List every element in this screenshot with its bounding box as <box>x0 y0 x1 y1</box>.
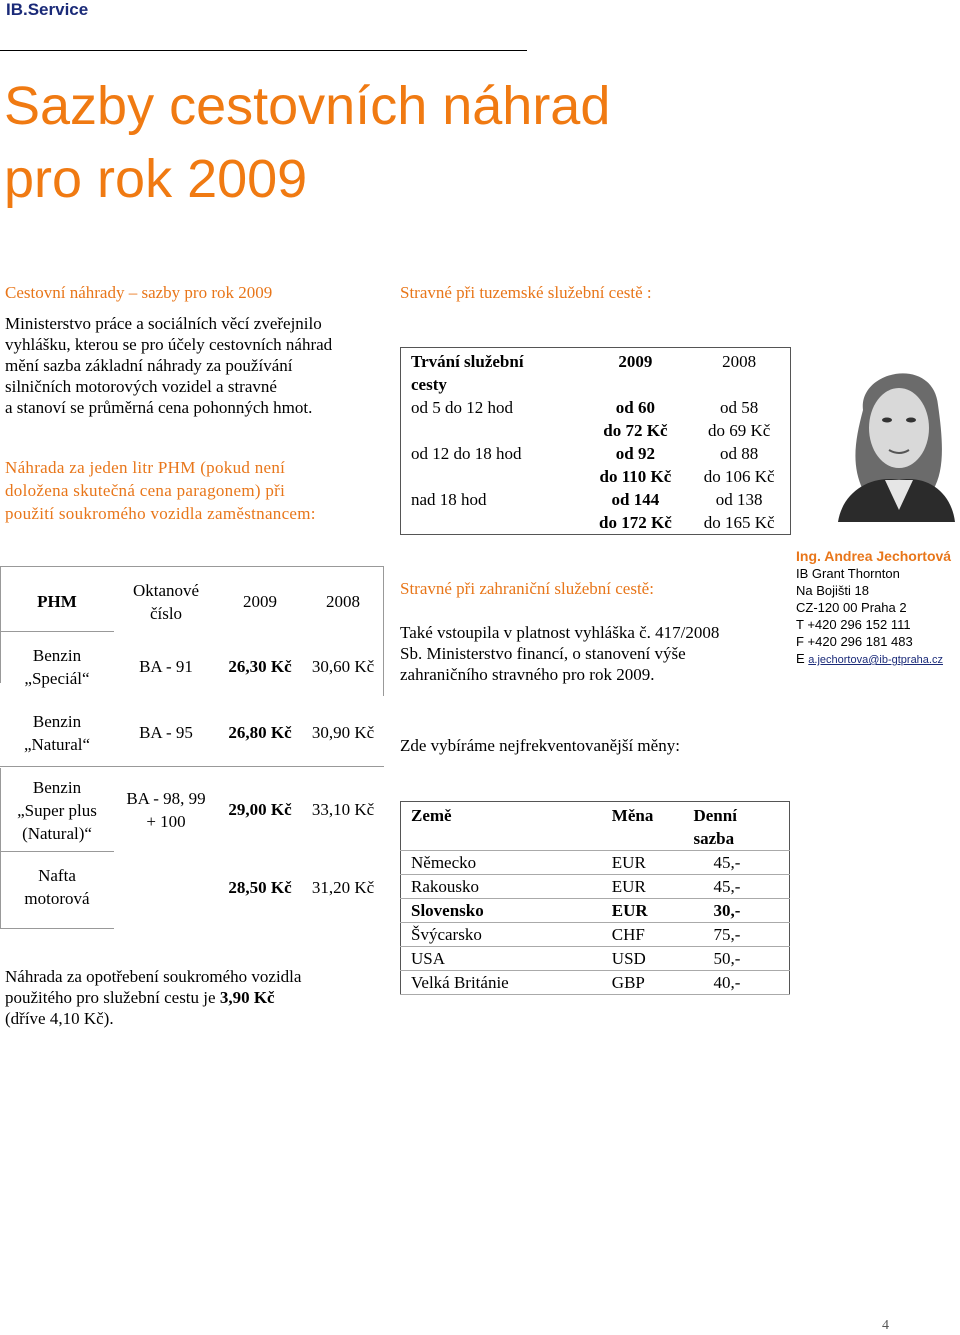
domestic-header-duration <box>401 348 583 397</box>
foreign-rate: 75,- <box>713 925 741 944</box>
intro-line: silničních motorových vozidel a stravné <box>5 377 277 396</box>
fuel-row-2009: 29,00 Kč <box>228 800 292 819</box>
foreign-currency: USD <box>611 949 646 968</box>
domestic-2008 <box>688 442 790 488</box>
domestic-heading: Stravné při tuzemské služební cestě : <box>400 283 652 302</box>
foreign-line: zahraničního stravného pro rok 2009. <box>400 665 655 684</box>
fuel-row-name-line: (Natural)“ <box>22 824 92 843</box>
fuel-row-name-line: Nafta <box>38 866 76 885</box>
fuel-row-name <box>0 710 114 756</box>
foreign-rate: 50,- <box>713 949 741 968</box>
fuel-row-2008: 30,60 Kč <box>311 657 375 676</box>
contact-email-prefix: E <box>796 651 809 666</box>
domestic-duration: nad 18 hod <box>411 490 487 509</box>
foreign-paragraph <box>400 622 719 685</box>
contact-phone: T +420 296 152 111 <box>796 617 911 632</box>
domestic-2008-line: od 138 <box>715 490 763 509</box>
domestic-2009 <box>583 396 689 442</box>
foreign-currency: CHF <box>611 925 645 944</box>
foreign-table <box>400 801 790 995</box>
fuel-row-name-line: „Natural“ <box>23 735 91 754</box>
domestic-header-2008: 2008 <box>722 352 757 371</box>
fuel-row-octane: BA - 91 <box>139 657 193 676</box>
fuel-row-2008: 30,90 Kč <box>311 723 375 742</box>
page-title <box>4 70 610 216</box>
contact-photo <box>833 350 958 522</box>
fuel-row-name-line: Benzin <box>32 646 82 665</box>
table-row <box>401 488 791 535</box>
wear-paragraph <box>5 966 301 1029</box>
wear-line <box>5 987 301 1008</box>
fuel-row-octane-line: + 100 <box>146 812 186 831</box>
fuel-table-border <box>0 631 114 632</box>
fuel-row-name <box>0 864 114 910</box>
contact-email-line <box>796 650 951 669</box>
domestic-2008-line: od 88 <box>720 444 759 463</box>
intro-line: mění sazba základní náhrady za používání <box>5 356 293 375</box>
fuel-heading-line: doložena skutečná cena paragonem) při <box>5 481 286 500</box>
wear-line: Náhrada za opotřebení soukromého vozidla <box>5 967 302 986</box>
fuel-table-border <box>0 928 114 929</box>
intro-line: a stanoví se průměrná cena pohonných hmot. <box>5 398 313 417</box>
intro-paragraph <box>5 313 385 418</box>
domestic-2008-line: do 165 Kč <box>703 513 775 532</box>
foreign-currency: GBP <box>611 973 645 992</box>
contact-block <box>796 548 951 669</box>
domestic-duration: od 5 do 12 hod <box>411 398 513 417</box>
fuel-row-2009: 28,50 Kč <box>228 878 292 897</box>
domestic-table <box>400 347 791 535</box>
foreign-heading: Stravné při zahraniční služební cestě: <box>400 579 654 598</box>
wear-line-text: použitého pro služební cestu je <box>5 988 220 1007</box>
domestic-2008-line: od 58 <box>720 398 759 417</box>
foreign-line: Sb. Ministerstvo financí, o stanovení výše <box>400 644 686 663</box>
domestic-2008-line: do 69 Kč <box>707 421 771 440</box>
contact-fax: F +420 296 181 483 <box>796 634 913 649</box>
fuel-table <box>0 548 384 948</box>
page-title-line1: Sazby cestovních náhrad <box>4 76 611 136</box>
section-heading-travel: Cestovní náhrady – sazby pro rok 2009 <box>5 283 273 302</box>
table-row <box>401 971 790 995</box>
contact-city: CZ-120 00 Praha 2 <box>796 600 907 615</box>
wear-line: (dříve 4,10 Kč). <box>5 1009 114 1028</box>
fuel-header-octane-line: číslo <box>149 604 183 623</box>
domestic-header-duration-line: Trvání služební <box>411 352 524 371</box>
contact-street: Na Bojišti 18 <box>796 583 869 598</box>
domestic-2008-line: do 106 Kč <box>703 467 775 486</box>
foreign-line: Také vstoupila v platnost vyhláška č. 417/2008 <box>400 623 720 642</box>
contact-name: Ing. Andrea Jechortová <box>796 548 952 564</box>
foreign-country: Velká Británie <box>411 973 509 992</box>
domestic-2009 <box>583 488 689 535</box>
fuel-row-2009: 26,80 Kč <box>228 723 292 742</box>
fuel-row-name-line: motorová <box>24 889 90 908</box>
fuel-row-octane <box>114 787 218 833</box>
table-row <box>401 851 790 875</box>
table-row <box>401 396 791 442</box>
domestic-2009-line: do 72 Kč <box>603 421 668 440</box>
domestic-header-duration-line: cesty <box>411 375 447 394</box>
domestic-2008 <box>688 396 790 442</box>
fuel-row-name-line: Benzin <box>32 712 82 731</box>
table-row <box>401 875 790 899</box>
foreign-country: Rakousko <box>411 877 479 896</box>
fuel-heading <box>5 456 316 525</box>
brand-name: IB.Service <box>6 0 89 19</box>
fuel-header-phm: PHM <box>37 592 77 611</box>
foreign-currency: EUR <box>611 877 646 896</box>
table-row <box>401 923 790 947</box>
domestic-2009-line: do 172 Kč <box>599 513 672 532</box>
fuel-header-2009: 2009 <box>243 592 277 611</box>
fuel-row-octane-line: BA - 98, 99 <box>126 789 206 808</box>
fuel-row-name <box>0 644 114 690</box>
fuel-row-2008: 31,20 Kč <box>311 878 375 897</box>
domestic-2009-line: od 144 <box>611 490 660 509</box>
fuel-row-name-line: Benzin <box>32 778 82 797</box>
foreign-currency: EUR <box>611 853 646 872</box>
foreign-rate: 45,- <box>713 853 741 872</box>
contact-company: IB Grant Thornton <box>796 566 900 581</box>
fuel-row-2009: 26,30 Kč <box>228 657 292 676</box>
table-row <box>401 947 790 971</box>
fuel-header-octane-line: Oktanové <box>132 581 200 600</box>
currencies-intro: Zde vybíráme nejfrekventovanější měny: <box>400 736 680 755</box>
fuel-heading-line: použití soukromého vozidla zaměstnancem: <box>5 504 316 523</box>
fuel-row-name-line: „Super plus <box>17 801 97 820</box>
fuel-header-2008: 2008 <box>326 592 360 611</box>
domestic-2009-line: od 92 <box>615 444 655 463</box>
header-divider <box>0 50 527 51</box>
intro-line: vyhlášku, kterou se pro účely cestovních náhrad <box>5 335 333 354</box>
page-title-line2: pro rok 2009 <box>4 149 308 209</box>
contact-email-link[interactable]: a.jechortova@ib-gtpraha.cz <box>808 654 943 666</box>
foreign-rate: 45,- <box>713 877 741 896</box>
table-row <box>401 899 790 923</box>
foreign-country: Německo <box>411 853 477 872</box>
page-number: 4 <box>882 1318 889 1333</box>
domestic-header-2009: 2009 <box>618 352 653 371</box>
domestic-2008 <box>688 488 790 535</box>
fuel-table-border <box>0 851 114 852</box>
fuel-heading-line: Náhrada za jeden litr PHM (pokud není <box>5 458 286 477</box>
table-header-row <box>401 348 791 397</box>
fuel-row-name <box>0 776 114 845</box>
foreign-country: Slovensko <box>411 901 484 920</box>
wear-rate: 3,90 Kč <box>219 988 275 1007</box>
domestic-2009-line: do 110 Kč <box>599 467 672 486</box>
table-header-row <box>401 802 790 851</box>
domestic-duration: od 12 do 18 hod <box>411 444 522 463</box>
fuel-table-border <box>0 566 384 567</box>
fuel-row-name-line: „Speciál“ <box>24 669 90 688</box>
fuel-row-2008: 33,10 Kč <box>311 800 375 819</box>
foreign-rate: 30,- <box>713 901 741 920</box>
foreign-currency: EUR <box>611 901 648 920</box>
fuel-row-octane: BA - 95 <box>139 723 193 742</box>
intro-line: Ministerstvo práce a sociálních věcí zveřejnilo <box>5 314 322 333</box>
foreign-header-country: Země <box>411 806 452 825</box>
fuel-table-border <box>0 766 384 767</box>
foreign-rate: 40,- <box>713 973 741 992</box>
foreign-header-rate-line: sazba <box>693 829 735 848</box>
fuel-header-octane <box>114 579 218 625</box>
foreign-header-currency: Měna <box>611 806 654 825</box>
domestic-2009 <box>583 442 689 488</box>
foreign-country: Švýcarsko <box>411 925 482 944</box>
foreign-header-rate <box>683 802 789 851</box>
foreign-country: USA <box>411 949 446 968</box>
table-row <box>401 442 791 488</box>
foreign-header-rate-line: Denní <box>693 806 737 825</box>
domestic-2009-line: od 60 <box>615 398 655 417</box>
